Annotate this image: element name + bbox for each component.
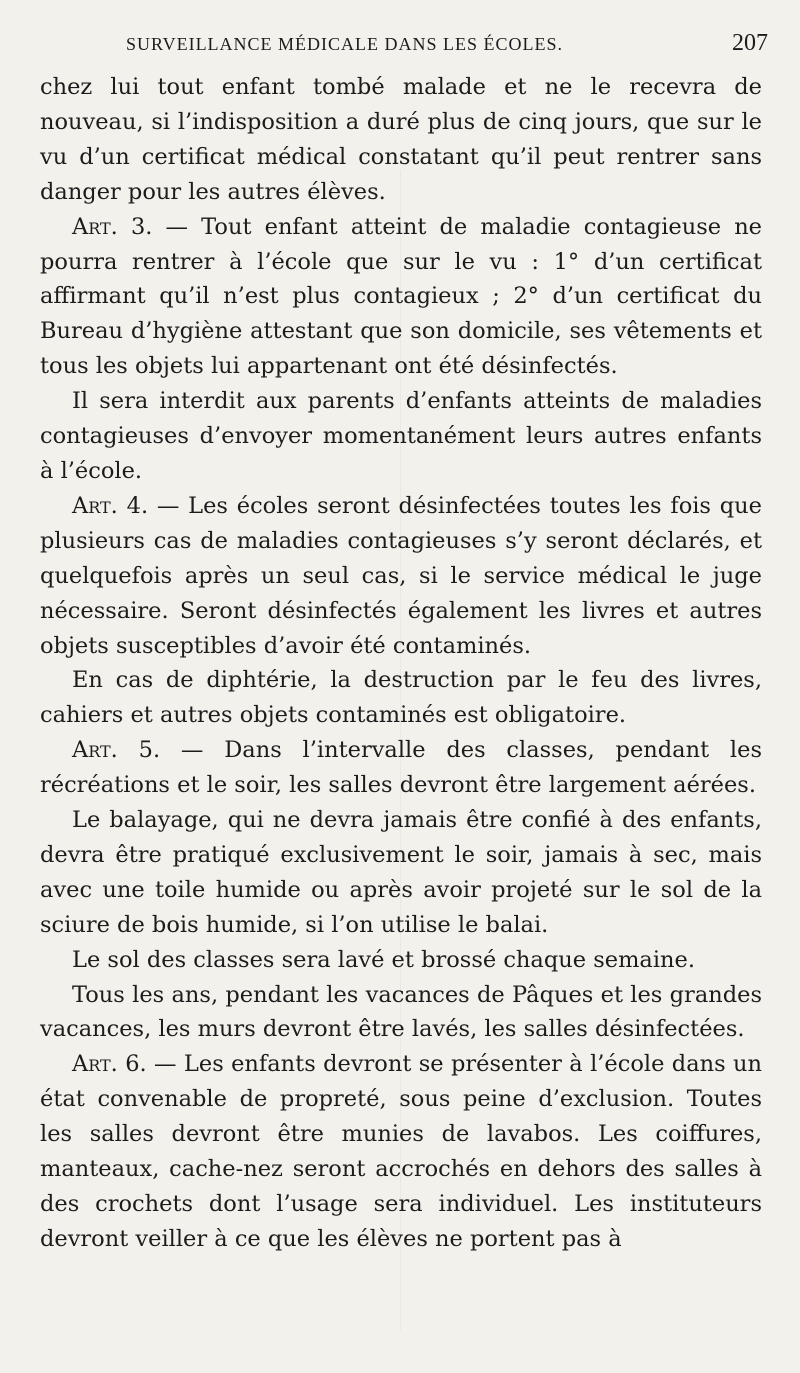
paragraph-1-text: chez lui tout enfant tombé malade et ne le recevra de nouveau, si l’indisposition a duré plus de cinq jours, que sur le vu d’un certificat médical constatant qu’il peut rentrer sans danger pour les autres élèves. [40,74,762,205]
article-label-4: Art. 4. [72,492,149,519]
paragraph-3 [40,384,762,489]
paragraph-art-6 [40,1047,762,1256]
paragraph-9-text: Tous les ans, pendant les vacances de Pâques et les grandes vacances, les murs devront être lavés, les salles désinfectées. [40,981,762,1043]
paragraph-7 [40,803,762,943]
paragraph-art-6-text: — Les enfants devront se présenter à l’école dans un état convenable de propreté, sous peine d’exclusion. Toutes les salles devront être munies de lavabos. Les coiffures, manteaux, cache-nez seront accrochés en dehors des salles à des crochets dont l’usage sera individuel. Les instituteurs devront veiller à ce que les élèves ne portent pas à [40,1051,762,1252]
paragraph-art-4-text: — Les écoles seront désinfectées toutes les fois que plusieurs cas de maladies contagieuses s’y seront déclarés, et quelquefois après un seul cas, si le service médical le juge nécessaire. Seront désinfectés également les livres et autres objets susceptibles d’avoir été contaminés. [40,492,762,659]
paragraph-art-3 [40,210,762,385]
paragraph-7-text: Le balayage, qui ne devra jamais être confié à des enfants, devra être pratiqué exclusivement le soir, jamais à sec, mais avec une toile humide ou après avoir projeté sur le sol de la sciure de bois humide, si l’on utilise le balai. [40,807,762,938]
page-header [40,30,768,70]
paragraph-5-text: En cas de diphtérie, la destruction par le feu des livres, cahiers et autres objets contaminés est obligatoire. [40,667,762,729]
article-label-5: Art. 5. [72,737,161,764]
paragraph-9 [40,978,762,1048]
running-head: SURVEILLANCE MÉDICALE DANS LES ÉCOLES. [126,34,564,54]
page-number: 207 [732,30,768,56]
body-text [40,70,762,1257]
paragraph-8-text: Le sol des classes sera lavé et brossé chaque semaine. [72,946,695,973]
paragraph-1 [40,70,762,210]
paragraph-art-3-text: — Tout enfant atteint de maladie contagieuse ne pourra rentrer à l’école que sur le vu : 1° d’un certificat affirmant qu’il n’est plus contagieux ; 2° d’un certificat du Bureau d’hygiène attestant que son domicile, ses vêtements et tous les objets lui appartenant ont été désinfectés. [40,213,763,380]
paragraph-art-5-text: — Dans l’intervalle des classes, pendant les récréations et le soir, les salles devront être largement aérées. [40,737,762,799]
paragraph-8 [40,943,762,978]
paragraph-3-text: Il sera interdit aux parents d’enfants atteints de maladies contagieuses d’envoyer momentanément leurs autres enfants à l’école. [40,388,762,484]
paragraph-5 [40,663,762,733]
article-label-3: Art. 3. [72,213,153,240]
article-label-6: Art. 6. [72,1051,147,1078]
paragraph-art-5 [40,733,762,803]
paragraph-art-4 [40,489,762,664]
